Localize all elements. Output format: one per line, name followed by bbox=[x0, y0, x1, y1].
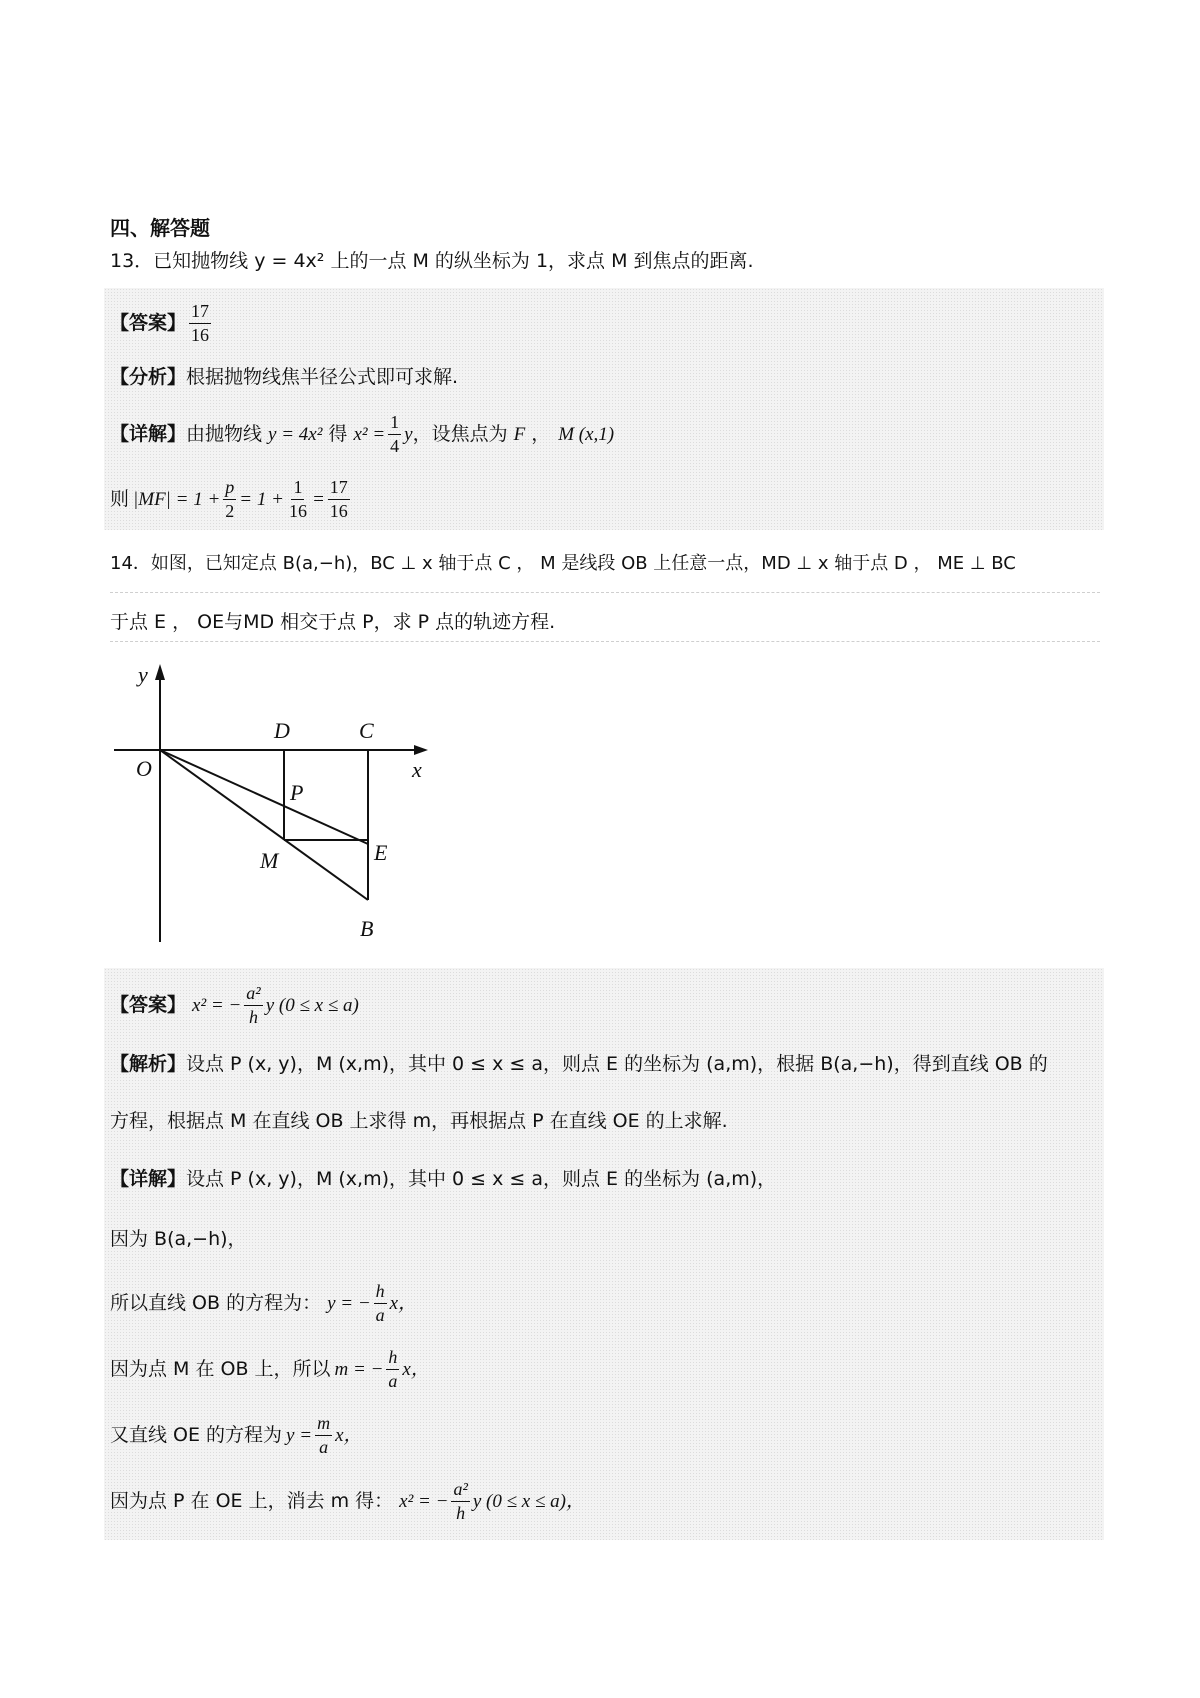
axis-y-label: y bbox=[138, 662, 148, 687]
q14-stem-line1: 14．如图，已知定点 B(a,−h)，BC ⊥ x 轴于点 C ， M 是线段 OB 上任意一点，MD ⊥ x 轴于点 D ， ME ⊥ BC bbox=[110, 553, 1016, 574]
point-E-label: E bbox=[374, 840, 388, 865]
detail-label: 【详解】 bbox=[110, 1168, 187, 1190]
q14-detail-row-5: 又直线 OE 的方程为 y = $\frac{m}{a}$ x， bbox=[110, 1413, 363, 1457]
divider bbox=[110, 641, 1100, 642]
answer-fraction: $\frac{17}{16}$ bbox=[191, 301, 210, 345]
q14-detail-row-3: 所以直线 OB 的方程为： y = − $\frac{h}{a}$ x， bbox=[110, 1281, 418, 1325]
q13-detail-row-2: 则 |MF| = 1 + $\frac{p}{2}$ = 1 + $\frac{1}{16}$ = $\frac{17}{16}$ bbox=[110, 477, 348, 521]
divider bbox=[110, 592, 1100, 593]
x-axis-arrow bbox=[414, 745, 428, 755]
point-M-label: M bbox=[260, 848, 279, 873]
point-P-label: P bbox=[290, 780, 304, 805]
geometry-figure bbox=[110, 660, 450, 950]
q14-analysis-row-1: 【解析】 设点 P (x, y)，M (x,m)，其中 0 ≤ x ≤ a，则点 E 的坐标为 (a,m)，根据 B(a,−h)，得到直线 OB 的 bbox=[110, 1053, 1048, 1075]
detail-label: 【详解】 bbox=[110, 422, 187, 445]
q13-detail-row-1: 【详解】 由抛物线 y = 4x² 得 x² = $\frac{1}{4}$ y ，设焦点为 F ， M (x,1) bbox=[110, 412, 615, 456]
q14-detail-row-2: 因为 B(a,−h)， bbox=[110, 1228, 247, 1250]
q14-answer-row: 【答案】 x² = − $\frac{\text{a²}}{h}$ y (0 ≤ x ≤ a) bbox=[110, 983, 359, 1027]
axis-x-label: x bbox=[412, 757, 422, 782]
q14-detail-row-1: 【详解】 设点 P (x, y)，M (x,m)，其中 0 ≤ x ≤ a，则点 E 的坐标为 (a,m)， bbox=[110, 1168, 777, 1190]
analysis-text: 根据抛物线焦半径公式即可求解. bbox=[186, 366, 459, 388]
q13-stem: 13．已知抛物线 y = 4x² 上的一点 M 的纵坐标为 1，求点 M 到焦点的距离. bbox=[110, 250, 754, 272]
segment-OE bbox=[160, 750, 368, 844]
q14-detail-row-4: 因为点 M 在 OB 上，所以 m = − $\frac{h}{a}$ x， bbox=[110, 1347, 430, 1391]
q14-stem-line2: 于点 E ， OE与MD 相交于点 P，求 P 点的轨迹方程. bbox=[110, 611, 556, 633]
q14-analysis-row-2: 方程，根据点 M 在直线 OB 上求得 m，再根据点 P 在直线 OE 的上求解. bbox=[110, 1110, 728, 1132]
answer-label: 【答案】 bbox=[110, 311, 187, 334]
point-O-label: O bbox=[136, 756, 152, 781]
section-title: 四、解答题 bbox=[110, 216, 210, 240]
q13-analysis-row bbox=[110, 368, 458, 387]
segment-OB bbox=[160, 750, 368, 900]
point-B-label: B bbox=[360, 916, 374, 941]
analysis-label: 【分析】 bbox=[110, 366, 187, 388]
y-axis-arrow bbox=[155, 664, 165, 680]
q13-answer-row bbox=[110, 302, 214, 345]
q14-detail-row-6: 因为点 P 在 OE 上，消去 m 得： x² = − $\frac{\text{a²}}{h}$ y (0 ≤ x ≤ a)， bbox=[110, 1479, 585, 1523]
point-D-label: D bbox=[274, 718, 290, 743]
analysis-label: 【解析】 bbox=[110, 1053, 187, 1075]
point-C-label: C bbox=[359, 718, 374, 743]
answer-label: 【答案】 bbox=[110, 993, 187, 1016]
